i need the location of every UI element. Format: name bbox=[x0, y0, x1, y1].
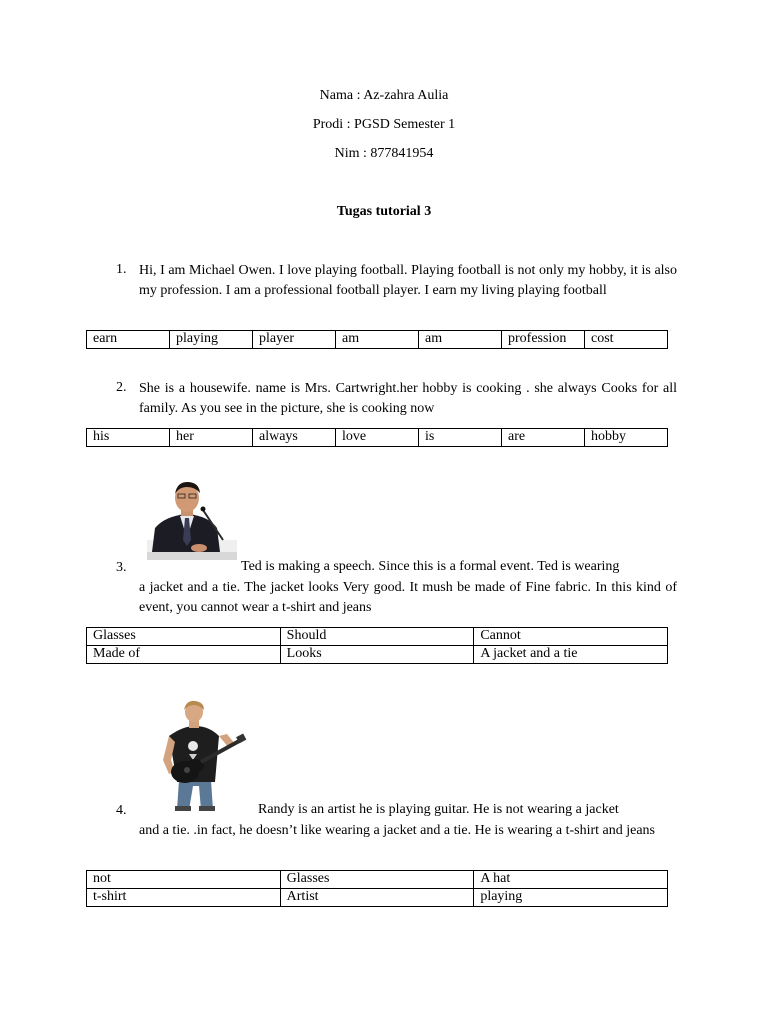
table-cell: Artist bbox=[280, 889, 474, 907]
table-cell: love bbox=[336, 429, 419, 447]
nim-line: Nim : 877841954 bbox=[334, 146, 434, 161]
speaker-photo bbox=[147, 478, 237, 560]
q3-text: a jacket and a tie. The jacket looks Very good. It mush be made of Fine fabric. In this kind of event, you cannot wear a t-shirt and jeans bbox=[139, 580, 677, 615]
table-cell: Glasses bbox=[87, 628, 281, 646]
q3-text-first-line: Ted is making a speech. Since this is a formal event. Ted is wearing bbox=[241, 559, 620, 574]
table-cell: A hat bbox=[474, 871, 668, 889]
table-cell: A jacket and a tie bbox=[474, 646, 668, 664]
table-cell: cost bbox=[585, 331, 668, 349]
table-row bbox=[87, 871, 668, 889]
q4-text: and a tie. .in fact, he doesn’t like wearing a jacket and a tie. He is wearing a t-shirt and jeans bbox=[139, 823, 655, 838]
table-row bbox=[87, 429, 668, 447]
page-title: Tugas tutorial 3 bbox=[336, 204, 432, 219]
q1-word-table bbox=[86, 330, 668, 349]
q2-number: 2. bbox=[116, 380, 127, 395]
table-row bbox=[87, 889, 668, 907]
prodi-line: Prodi : PGSD Semester 1 bbox=[312, 117, 456, 132]
table-cell: Looks bbox=[280, 646, 474, 664]
table-cell: always bbox=[253, 429, 336, 447]
student-name-line: Nama : Az-zahra Aulia bbox=[319, 88, 449, 103]
table-row bbox=[87, 331, 668, 349]
q3-word-table bbox=[86, 627, 668, 664]
table-cell: hobby bbox=[585, 429, 668, 447]
q4-word-table bbox=[86, 870, 668, 907]
table-cell: playing bbox=[170, 331, 253, 349]
table-cell: t-shirt bbox=[87, 889, 281, 907]
table-cell: Glasses bbox=[280, 871, 474, 889]
table-cell: player bbox=[253, 331, 336, 349]
q1-text: Hi, I am Michael Owen. I love playing football. Playing football is not only my hobby, it is also my profession. I am a professional football player. I earn my living playing football bbox=[139, 263, 677, 298]
table-cell: are bbox=[502, 429, 585, 447]
table-cell: Made of bbox=[87, 646, 281, 664]
table-cell: playing bbox=[474, 889, 668, 907]
q4-number: 4. bbox=[116, 803, 127, 818]
table-cell: Cannot bbox=[474, 628, 668, 646]
table-row bbox=[87, 646, 668, 664]
guitarist-photo bbox=[155, 700, 247, 812]
q1-number: 1. bbox=[116, 262, 127, 277]
table-cell: profession bbox=[502, 331, 585, 349]
q3-number: 3. bbox=[116, 560, 127, 575]
q2-text: She is a housewife. name is Mrs. Cartwright.her hobby is cooking . she always Cooks for all family. As you see in the picture, she is cooking now bbox=[139, 381, 677, 416]
q2-word-table bbox=[86, 428, 668, 447]
table-cell: is bbox=[419, 429, 502, 447]
table-cell: his bbox=[87, 429, 170, 447]
table-cell: not bbox=[87, 871, 281, 889]
table-cell: am bbox=[419, 331, 502, 349]
table-cell: her bbox=[170, 429, 253, 447]
table-cell: am bbox=[336, 331, 419, 349]
q4-text-first-line: Randy is an artist he is playing guitar. He is not wearing a jacket bbox=[258, 802, 619, 817]
table-cell: earn bbox=[87, 331, 170, 349]
table-cell: Should bbox=[280, 628, 474, 646]
table-row bbox=[87, 628, 668, 646]
